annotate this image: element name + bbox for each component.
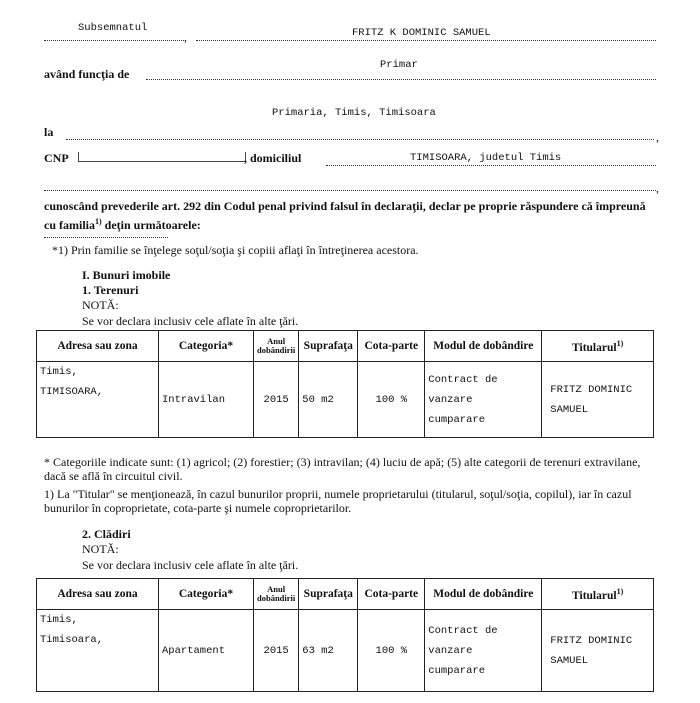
nota-text: Se vor declara inclusiv cele aflate în alte ţări.: [82, 314, 299, 328]
institution-value: Primaria, Timis, Timisoara: [272, 107, 436, 119]
modul-line: vanzare: [428, 644, 473, 657]
col-anul: [254, 579, 299, 610]
col-titular-sup: 1): [616, 338, 624, 348]
cell-modul: [425, 362, 542, 438]
cell-anul: 2015: [254, 610, 299, 692]
la-label: la: [44, 125, 54, 139]
col-titular-label: Titularul: [572, 341, 617, 354]
table-row: [37, 362, 654, 438]
functia-value: Primar: [380, 59, 418, 71]
domiciliul-label: , domiciliul: [244, 151, 302, 165]
comma: ,: [184, 30, 187, 44]
dotted-line: [44, 237, 168, 238]
declaration-text: [44, 199, 659, 233]
comma: ,: [656, 181, 659, 195]
table-header-row: [37, 579, 654, 610]
terenuri-table: [36, 330, 654, 438]
col-anul-line2: dobândirii: [257, 345, 296, 355]
adresa-line: TIMISOARA,: [40, 386, 104, 398]
col-cota: Cota-parte: [358, 579, 425, 610]
dotted-line: [66, 139, 654, 140]
cnp-label: CNP: [44, 151, 69, 165]
declarant-name: FRITZ K DOMINIC SAMUEL: [352, 27, 491, 39]
titular-line: SAMUEL: [550, 654, 589, 667]
cell-titular: [542, 362, 654, 438]
cell-suprafata: 50 m2: [299, 362, 358, 438]
table-row: [37, 610, 654, 692]
titular-line: SAMUEL: [550, 403, 589, 416]
cell-categoria: Intravilan: [159, 362, 254, 438]
col-suprafata: Suprafaţa: [299, 579, 358, 610]
cell-anul: 2015: [254, 362, 299, 438]
col-titular: [542, 331, 654, 362]
cell-modul: [425, 610, 542, 692]
col-anul-line1: Anul: [267, 336, 286, 346]
adresa-line: Timis,: [40, 614, 78, 626]
table-header-row: [37, 331, 654, 362]
col-titular-label: Titularul: [572, 589, 617, 602]
cell-suprafata: 63 m2: [299, 610, 358, 692]
col-modul: Modul de dobândire: [425, 331, 542, 362]
col-titular: [542, 579, 654, 610]
subsemnatul-label: Subsemnatul: [78, 22, 148, 34]
modul-line: cumparare: [428, 413, 485, 426]
nota-text: Se vor declara inclusiv cele aflate în alte ţări.: [82, 558, 299, 572]
dotted-line: [44, 40, 184, 41]
cell-adresa: [37, 610, 159, 692]
nota-label: NOTĂ:: [82, 298, 119, 312]
col-categoria: Categoria*: [159, 579, 254, 610]
modul-line: Contract de: [428, 373, 498, 386]
cell-cota: 100 %: [358, 362, 425, 438]
col-titular-sup: 1): [616, 586, 624, 596]
section-subtitle: 2. Clădiri: [82, 527, 131, 541]
modul-line: vanzare: [428, 393, 473, 406]
declaration-main: cunoscând prevederile art. 292 din Codul penal privind falsul în declaraţii, declar pe proprie răspundere că împreună cu familia: [44, 199, 646, 232]
nota-label: NOTĂ:: [82, 542, 119, 556]
footnote-categorii: * Categoriile indicate sunt: (1) agricol; (2) forestier; (3) intravilan; (4) luciu de apă; (5) alte categorii de terenuri extravilane, dacă se află în circuitul civil.: [44, 455, 641, 483]
dotted-line: [326, 165, 656, 166]
footnote-titular: 1) La "Titular" se menţionează, în cazul bunurilor proprii, numele proprietarului (titularul, soţul/soţia, copilul), iar în cazul bunurilor în coproprietate, cota-parte şi numele coproprietarilor.: [44, 487, 632, 515]
col-adresa: Adresa sau zona: [37, 579, 159, 610]
col-anul-line1: Anul: [267, 584, 286, 594]
col-anul: [254, 331, 299, 362]
col-suprafata: Suprafaţa: [299, 331, 358, 362]
domiciliul-value: TIMISOARA, judetul Timis: [410, 152, 562, 164]
comma: ,: [656, 130, 659, 144]
col-categoria: Categoria*: [159, 331, 254, 362]
section-title: I. Bunuri imobile: [82, 268, 171, 282]
dotted-line: [196, 40, 656, 41]
col-adresa: Adresa sau zona: [37, 331, 159, 362]
cell-categoria: Apartament: [159, 610, 254, 692]
declaration-superscript: 1): [95, 217, 102, 226]
modul-line: cumparare: [428, 664, 485, 677]
col-cota: Cota-parte: [358, 331, 425, 362]
family-note: *1) Prin familie se înţelege soţul/soţia şi copiii aflaţi în întreţinerea acestora.: [52, 243, 419, 257]
cell-titular: [542, 610, 654, 692]
titular-line: FRITZ DOMINIC: [550, 383, 633, 396]
adresa-line: Timis,: [40, 366, 78, 378]
col-modul: Modul de dobândire: [425, 579, 542, 610]
section-subtitle: 1. Terenuri: [82, 283, 139, 297]
titular-line: FRITZ DOMINIC: [550, 634, 633, 647]
modul-line: Contract de: [428, 624, 498, 637]
declaration-end: deţin următoarele:: [104, 218, 201, 232]
cnp-field: [78, 152, 246, 162]
cell-cota: 100 %: [358, 610, 425, 692]
dotted-line: [44, 190, 656, 191]
functia-label: având funcţia de: [44, 67, 130, 81]
col-anul-line2: dobândirii: [257, 593, 296, 603]
adresa-line: Timisoara,: [40, 634, 104, 646]
cell-adresa: [37, 362, 159, 438]
dotted-line: [146, 79, 656, 80]
cladiri-table: [36, 578, 654, 692]
